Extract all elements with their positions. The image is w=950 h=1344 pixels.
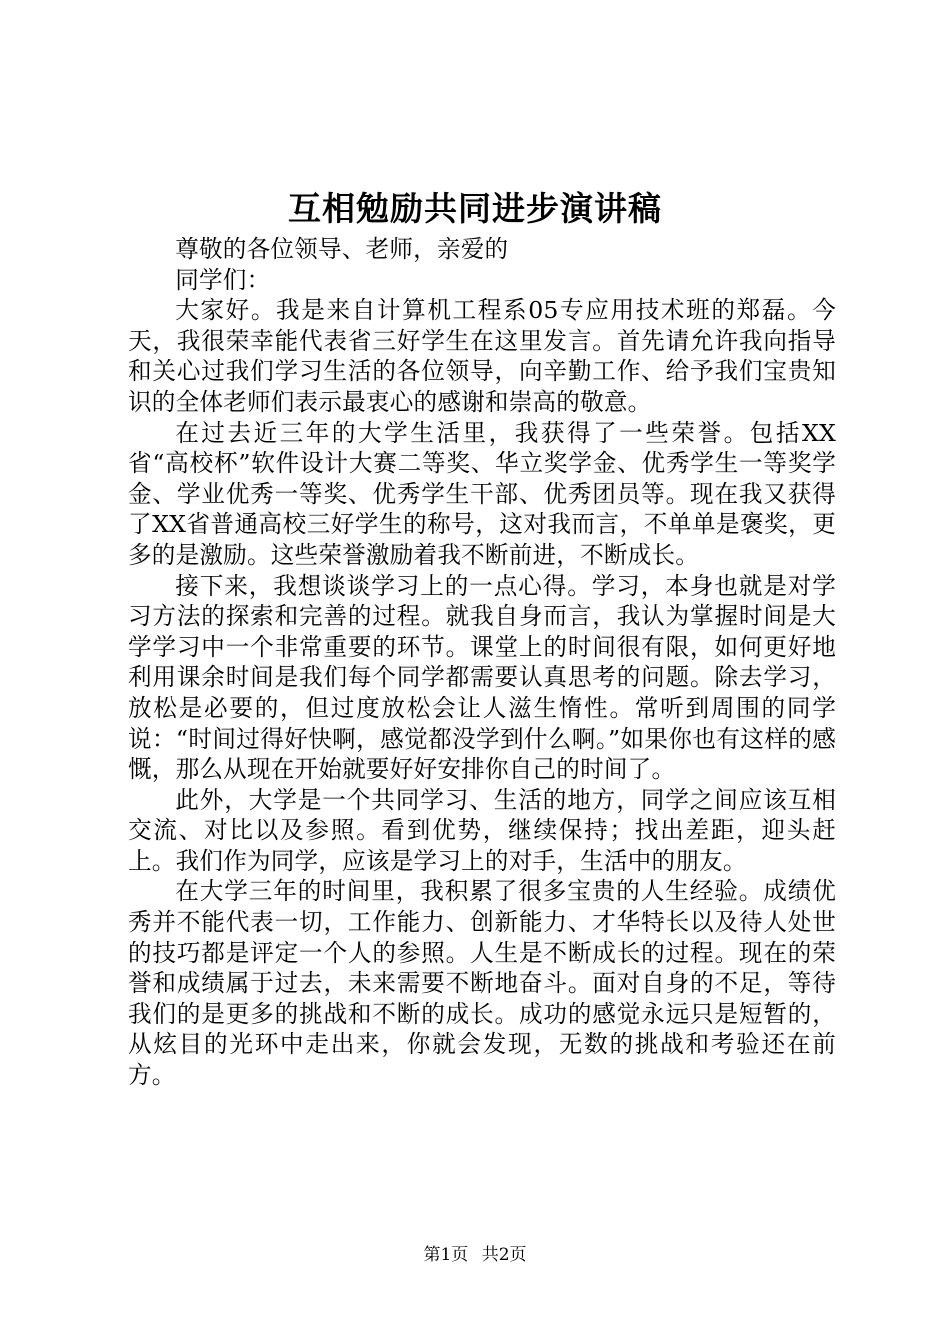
paragraph-greeting: 大家好。我是来自计算机工程系05专应用技术班的郑磊。今天，我很荣幸能代表省三好学生在这里发言。首先请允许我向指导和关心过我们学习生活的各位领导，向辛勤工作、给予我们宝贵知识的全体老师们表示最衷心的感谢和崇高的敬意。 — [128, 296, 836, 416]
paragraph-life-lessons: 在大学三年的时间里，我积累了很多宝贵的人生经验。成绩优秀并不能代表一切，工作能力、创新能力、才华特长以及待人处世的技巧都是评定一个人的参照。人生是不断成长的过程。现在的荣誉和成绩属于过去，未来需要不断地奋斗。面对自身的不足，等待我们的是更多的挑战和不断的成长。成功的感觉永远只是短暂的，从炫目的光环中走出来，你就会发现，无数的挑战和考验还在前方。 — [128, 877, 836, 1090]
page-number: 第1页 — [423, 1245, 469, 1265]
page-total: 共2页 — [481, 1245, 527, 1265]
paragraph-honors: 在过去近三年的大学生活里，我获得了一些荣誉。包括XX省“高校杯”软件设计大赛二等奖、华立奖学金、优秀学生一等奖学金、学业优秀一等奖、优秀学生干部、优秀团员等。现在我又获得了XX省普通高校三好学生的称号，这对我而言，不单单是褒奖，更多的是激励。这些荣誉激励着我不断前进，不断成长。 — [128, 418, 836, 569]
paragraph-study-experience: 接下来，我想谈谈学习上的一点心得。学习，本身也就是对学习方法的探索和完善的过程。就我自身而言，我认为掌握时间是大学学习中一个非常重要的环节。课堂上的时间很有限，如何更好地利用课余时间是我们每个同学都需要认真思考的问题。除去学习，放松是必要的，但过度放松会让人滋生惰性。常听到周围的同学说：“时间过得好快啊，感觉都没学到什么啊。”如果你也有这样的感慨，那么从现在开始就要好好安排你自己的时间了。 — [128, 571, 836, 784]
paragraph-mutual-help: 此外，大学是一个共同学习、生活的地方，同学之间应该互相交流、对比以及参照。看到优势，继续保持；找出差距，迎头赶上。我们作为同学，应该是学习上的对手，生活中的朋友。 — [128, 785, 836, 875]
salutation-line-2: 同学们： — [175, 265, 271, 294]
page-footer — [0, 1244, 950, 1266]
salutation-line-1: 尊敬的各位领导、老师，亲爱的 — [175, 235, 509, 263]
document-title: 互相勉励共同进步演讲稿 — [288, 189, 662, 228]
document-body — [128, 234, 836, 1091]
